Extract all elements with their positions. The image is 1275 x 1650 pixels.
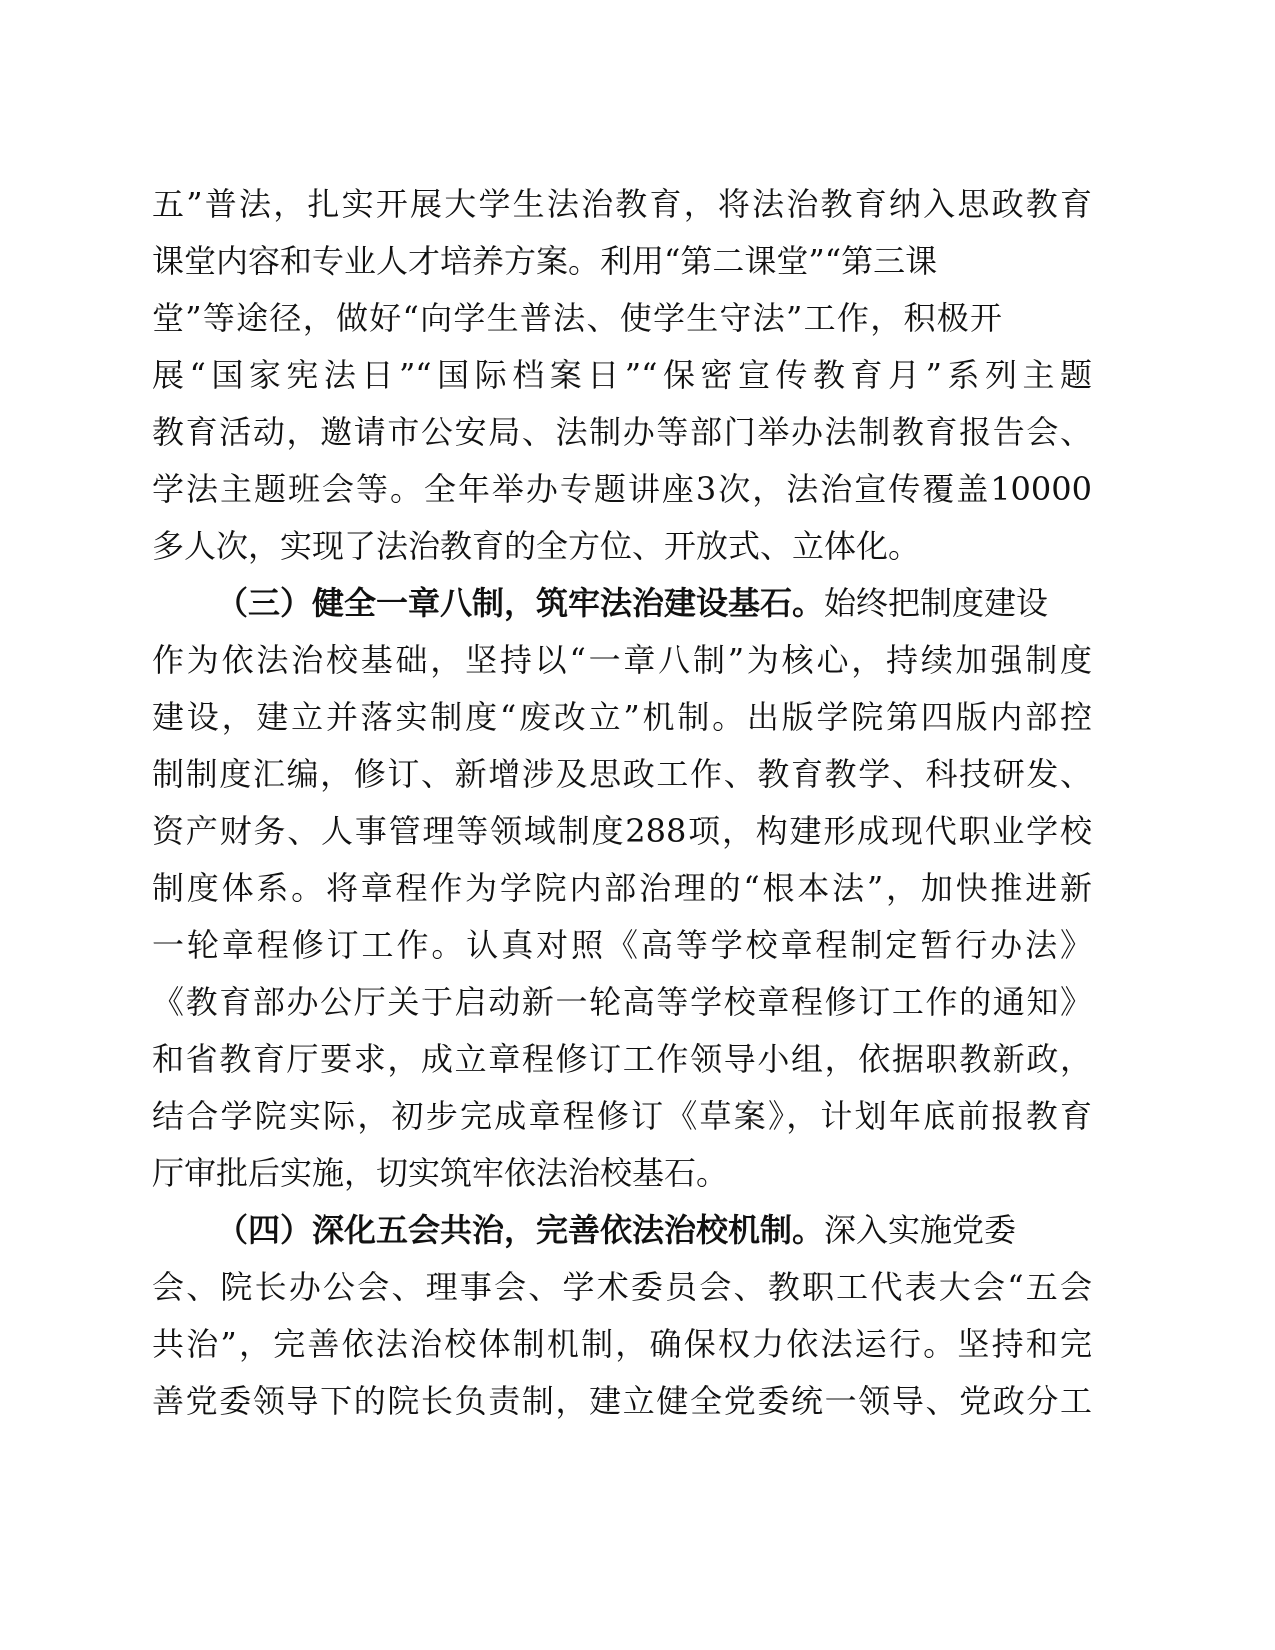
text-line: 五”普法，扎实开展大学生法治教育，将法治教育纳入思政教育: [152, 185, 1092, 223]
text-line: 厅审批后实施，切实筑牢依法治校基石。: [152, 1154, 729, 1192]
text-line: 制制度汇编，修订、新增涉及思政工作、教育教学、科技研发、: [152, 755, 1092, 793]
text-line: 一轮章程修订工作。认真对照《高等学校章程制定暂行办法》: [152, 926, 1092, 964]
text-line: 共治”，完善依法治校体制机制，确保权力依法运行。坚持和完: [152, 1325, 1092, 1363]
text-line: 课堂内容和专业人才培养方案。利用“第二课堂”“第三课: [152, 242, 938, 280]
text-line: 善党委领导下的院长负责制，建立健全党委统一领导、党政分工: [152, 1382, 1092, 1420]
text-line: 展“国家宪法日”“国际档案日”“保密宣传教育月”系列主题: [152, 356, 1092, 394]
heading-line-rest: 始终把制度建设: [824, 584, 1049, 622]
text-line: 会、院长办公会、理事会、学术委员会、教职工代表大会“五会: [152, 1268, 1092, 1306]
text-line: 建设，建立并落实制度“废改立”机制。出版学院第四版内部控: [152, 698, 1092, 736]
body-text: [152, 176, 1092, 1430]
text-line: 制度体系。将章程作为学院内部治理的“根本法”，加快推进新: [152, 869, 1092, 907]
section-heading-line: [152, 1202, 1092, 1259]
text-line: 结合学院实际，初步完成章程修订《草案》，计划年底前报教育: [152, 1097, 1092, 1135]
text-line: 《教育部办公厅关于启动新一轮高等学校章程修订工作的通知》: [152, 983, 1092, 1021]
text-line: 资产财务、人事管理等领域制度288项，构建形成现代职业学校: [152, 812, 1092, 850]
text-line: 学法主题班会等。全年举办专题讲座3次，法治宣传覆盖10000: [152, 470, 1092, 508]
section-heading-line: [152, 575, 1092, 632]
heading-line-rest: 深入实施党委: [824, 1211, 1017, 1249]
text-line: 作为依法治校基础，坚持以“一章八制”为核心，持续加强制度: [152, 641, 1092, 679]
text-line: 教育活动，邀请市公安局、法制办等部门举办法制教育报告会、: [152, 413, 1092, 451]
text-line: 和省教育厅要求，成立章程修订工作领导小组，依据职教新政，: [152, 1040, 1092, 1078]
text-line: 堂”等途径，做好“向学生普法、使学生守法”工作，积极开: [152, 299, 1002, 337]
section-heading: （三）健全一章八制，筑牢法治建设基石。: [216, 584, 825, 622]
section-heading: （四）深化五会共治，完善依法治校机制。: [216, 1211, 825, 1249]
text-line: 多人次，实现了法治教育的全方位、开放式、立体化。: [152, 527, 921, 565]
